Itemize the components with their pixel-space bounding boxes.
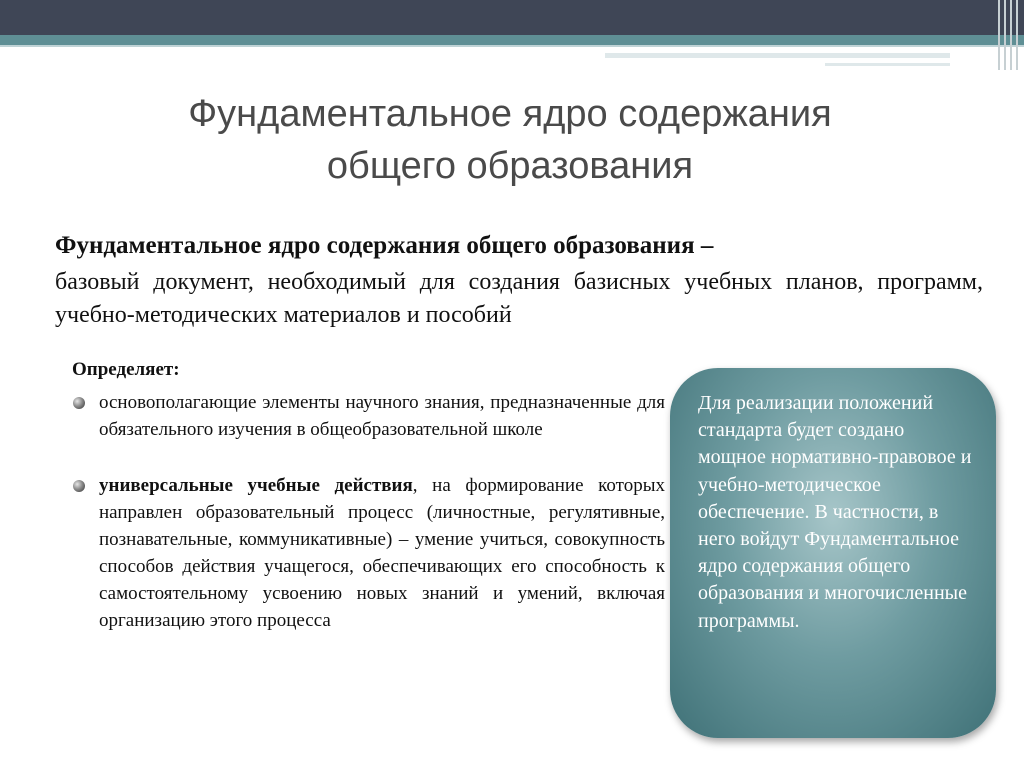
list-item-text: , на формирование которых направлен образовательный процесс (личностные, регулятивные, познавательные, коммуникативные) – умение учиться, совокупность способов действия учащегося, обеспечивающих его способность к самостоятельному усвоению новых знаний и умений, включая организацию этого процесса — [99, 475, 665, 631]
defines-section — [70, 357, 665, 663]
defines-heading: Определяет: — [72, 359, 180, 380]
vertical-lines-decoration — [996, 0, 1024, 70]
header-band-line — [0, 45, 1024, 47]
list-item — [70, 472, 665, 634]
header-band-dark — [0, 0, 1024, 35]
header-band-teal — [0, 35, 1024, 45]
definition-block — [55, 230, 983, 332]
definition-term: Фундаментальное ядро содержания общего образования – — [55, 232, 714, 259]
callout-text: Для реализации положений стандарта будет создано мощное нормативно-правовое и учебно-методическое обеспечение. В частности, в него войдут Фундаментальное ядро содержания общего образования и многочисленные программы. — [698, 392, 972, 632]
callout-box — [670, 368, 996, 738]
header-stripe-decoration-small — [825, 63, 950, 66]
sphere-bullet-icon — [73, 480, 85, 492]
list-item-bold-text: универсальные учебные действия — [99, 475, 413, 496]
slide-title — [100, 88, 920, 192]
slide-title-line-1: Фундаментальное ядро содержания — [188, 93, 832, 135]
definition-body: базовый документ, необходимый для создания базисных учебных планов, программ, учебно-методических материалов и пособий — [55, 269, 983, 328]
sphere-bullet-icon — [73, 397, 85, 409]
list-item-text: основополагающие элементы научного знания, предназначенные для обязательного изучения в общеобразовательной школе — [99, 392, 665, 440]
slide-title-line-2: общего образования — [326, 145, 694, 187]
list-item — [70, 389, 665, 443]
header-stripe-decoration — [605, 53, 950, 58]
